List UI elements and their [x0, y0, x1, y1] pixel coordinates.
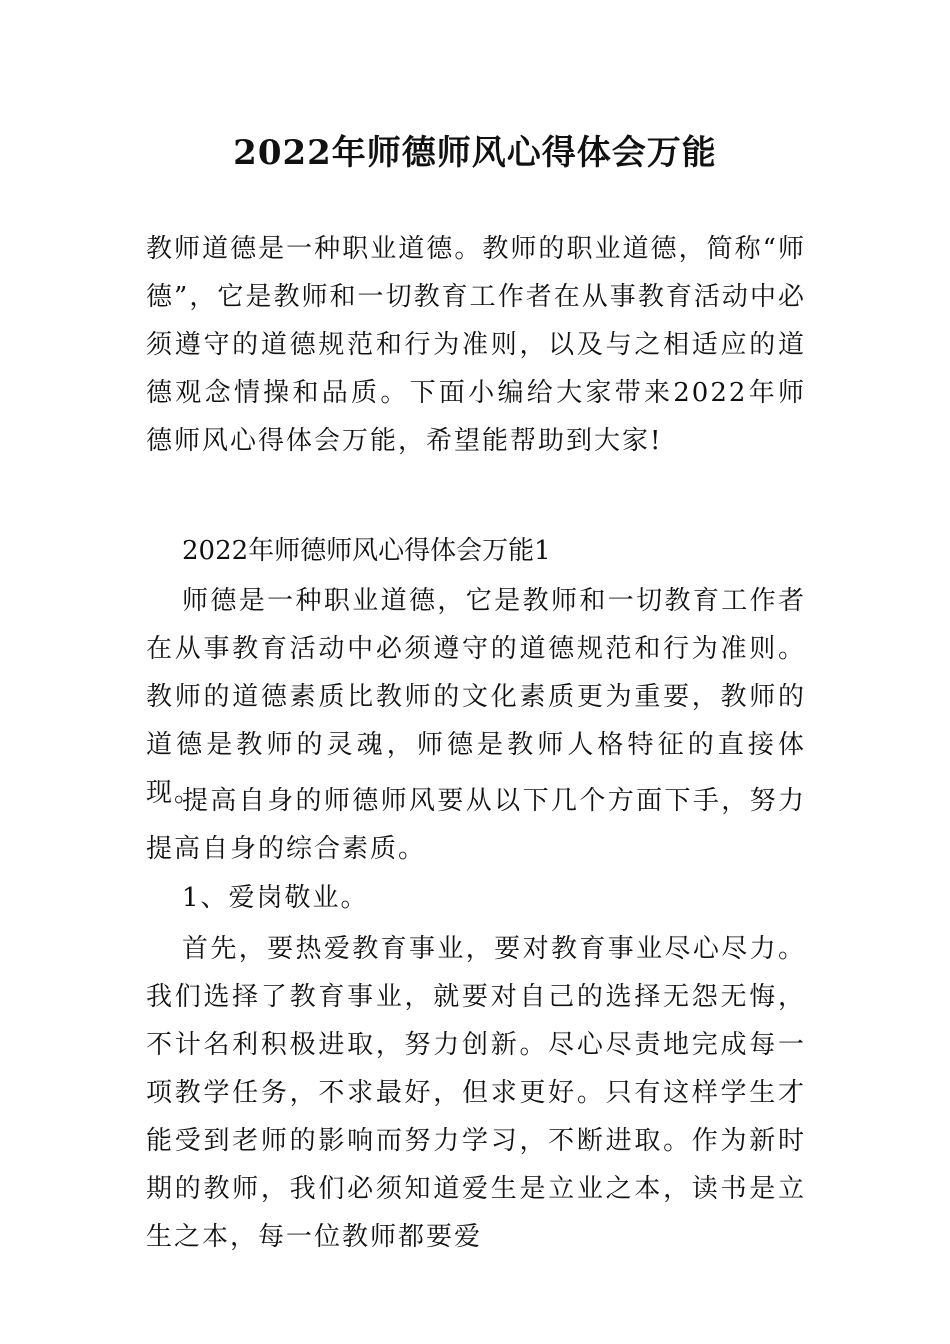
document-title: 2022年师德师风心得体会万能	[233, 133, 717, 173]
intro-paragraph: 教师道德是一种职业道德。教师的职业道德，简称“师德”，它是教师和一切教育工作者在从事教育活动中必须遵守的道德规范和行为准则，以及与之相适应的道德观念情操和品质。下面小编给大家带来2022年师德师风心得体会万能，希望能帮助到大家!	[146, 234, 806, 456]
section-title: 2022年师德师风心得体会万能1	[182, 536, 551, 566]
body-paragraph-2: 提高自身的师德师风要从以下几个方面下手，努力提高自身的综合素质。	[146, 786, 806, 864]
body-paragraph-4: 首先，要热爱教育事业，要对教育事业尽心尽力。我们选择了教育事业，就要对自己的选择无怨无悔，不计名利积极进取，努力创新。尽心尽责地完成每一项教学任务，不求最好，但求更好。只有这样学生才能受到老师的影响而努力学习，不断进取。作为新时期的教师，我们必须知道爱生是立业之本，读书是立生之本，每一位教师都要爱	[146, 934, 806, 1252]
body-paragraph-1: 师德是一种职业道德，它是教师和一切教育工作者在从事教育活动中必须遵守的道德规范和行为准则。教师的道德素质比教师的文化素质更为重要，教师的道德是教师的灵魂，师德是教师人格特征的直接体现。	[146, 586, 806, 808]
body-paragraph-3: 1、爱岗敬业。	[182, 883, 369, 913]
